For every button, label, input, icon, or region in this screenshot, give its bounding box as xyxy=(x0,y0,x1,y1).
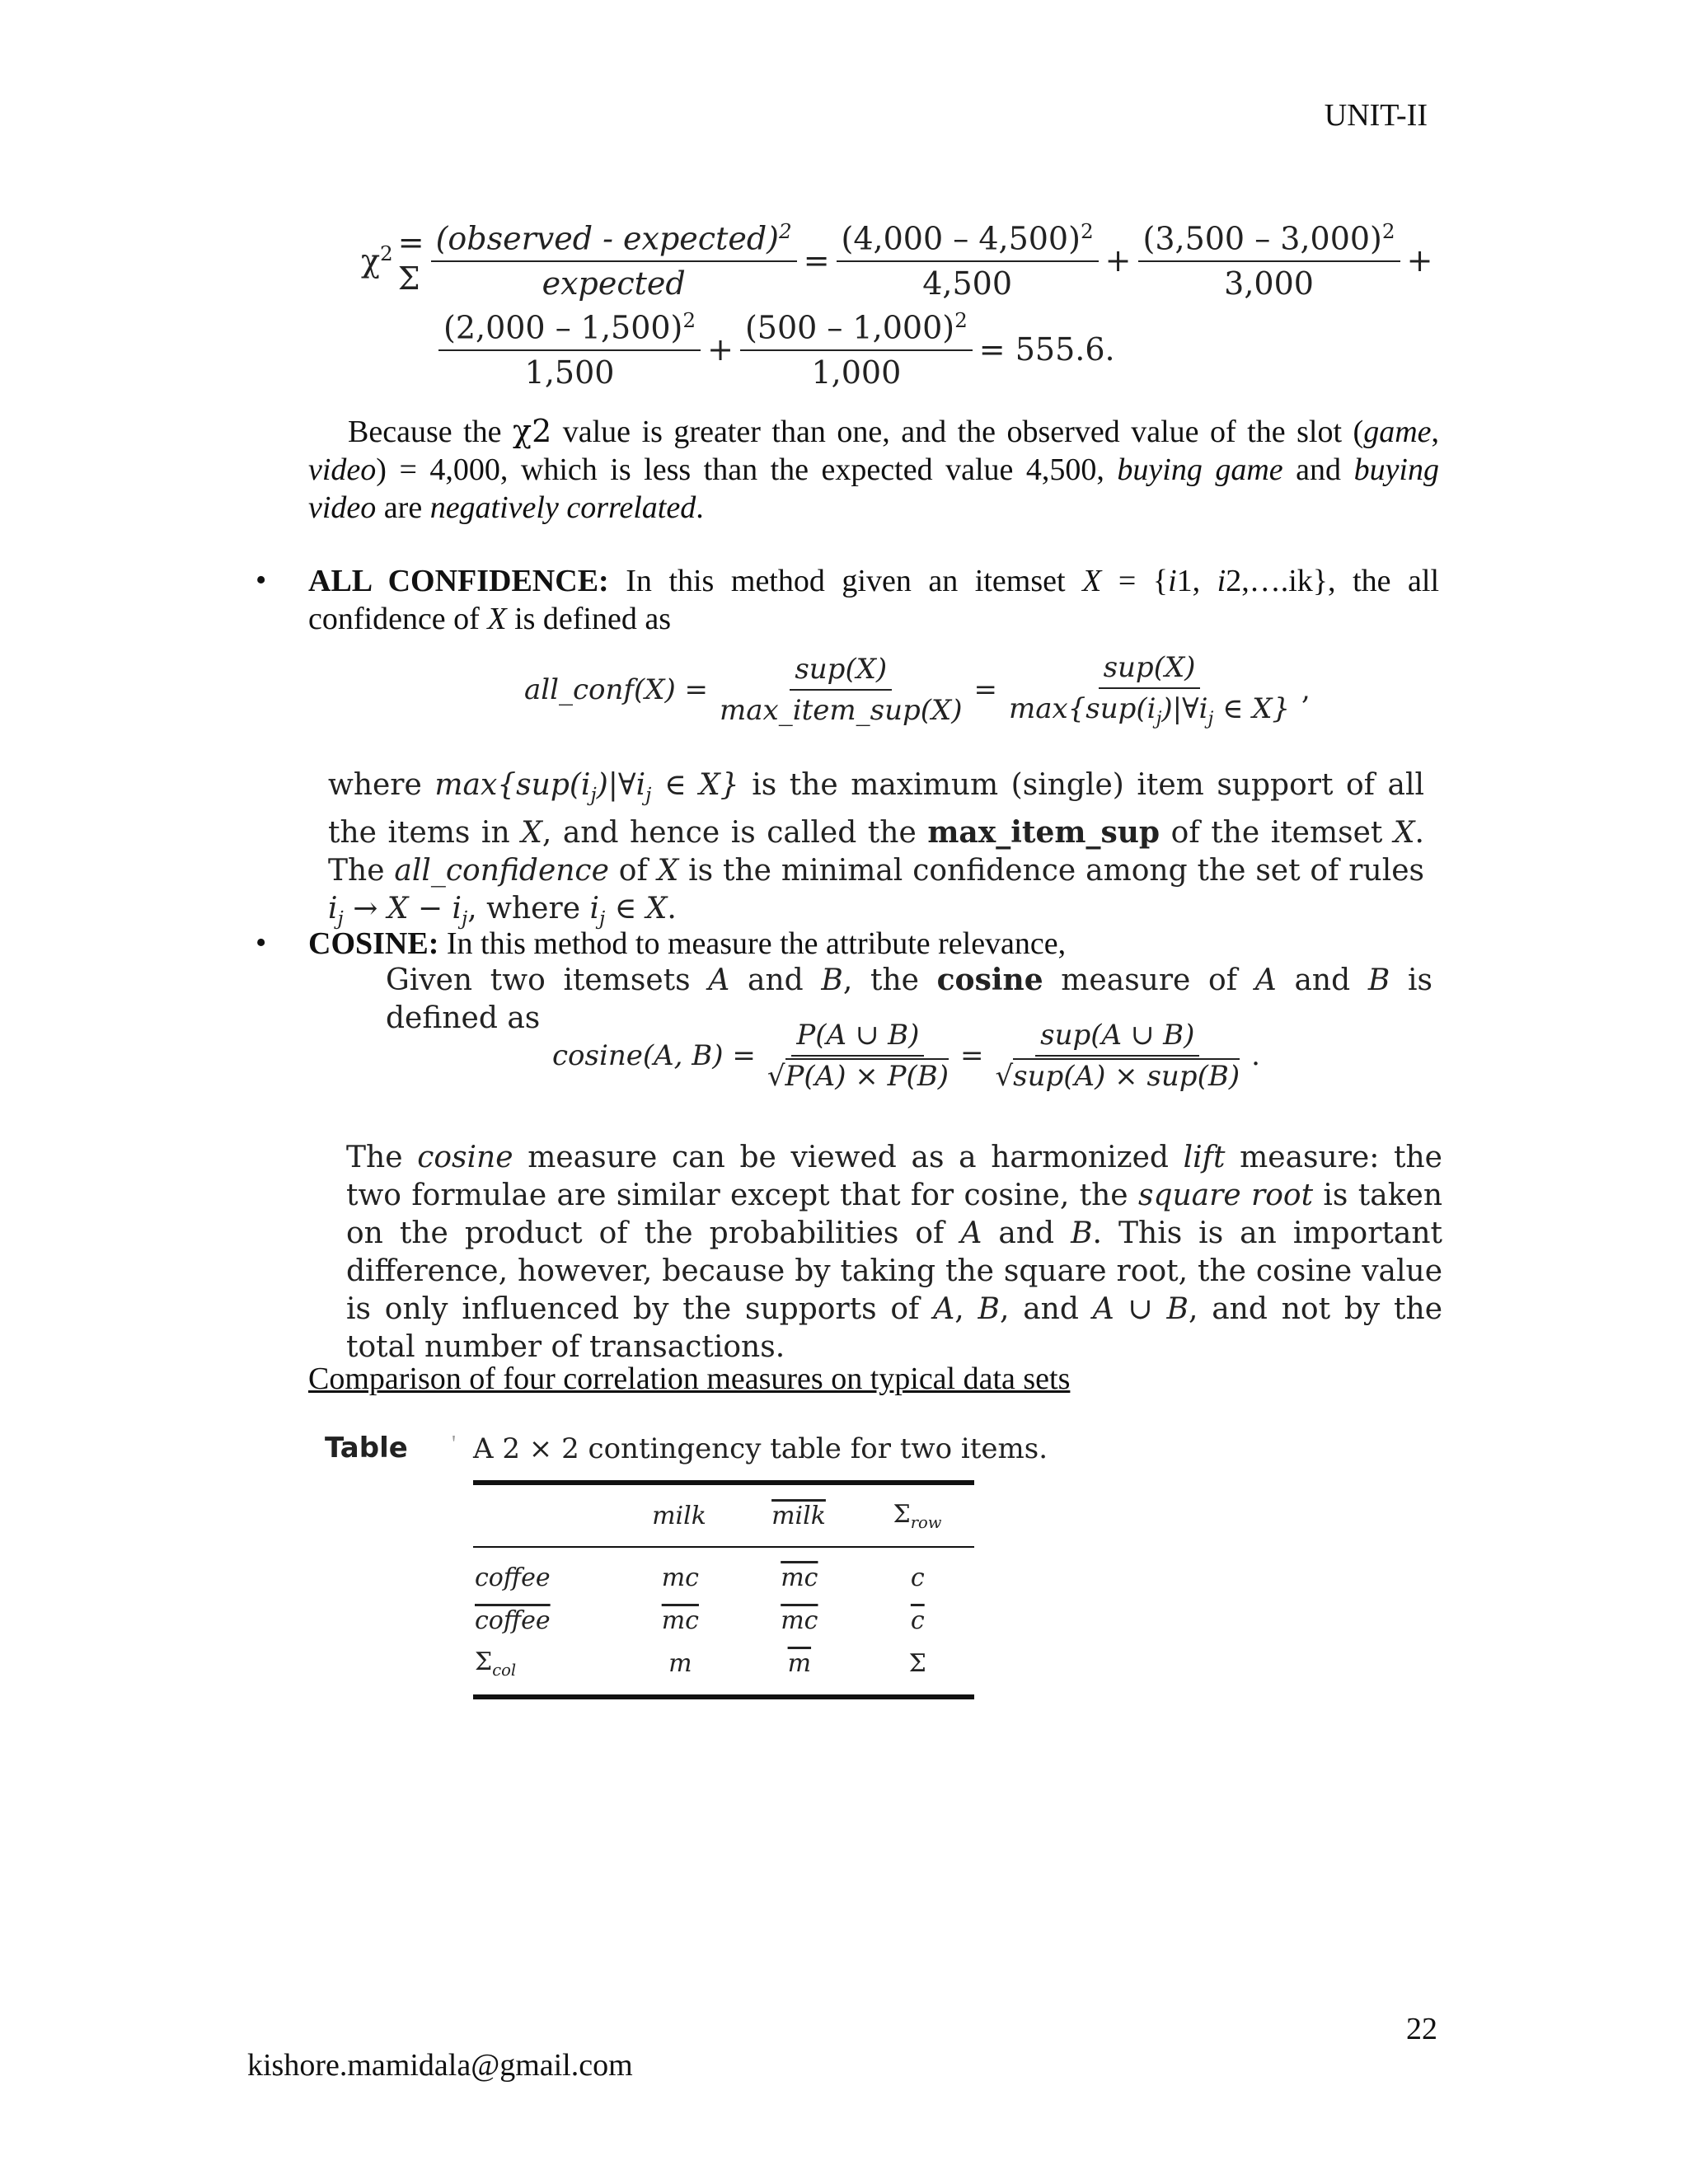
table-header-row xyxy=(473,1485,974,1546)
chi-equals-sigma: = Σ xyxy=(397,224,424,297)
chi-lhs: $\chi^2$ xyxy=(361,241,393,279)
page-header: UNIT-II xyxy=(1324,98,1428,133)
chi-term0: $\frac{(observed - expected)^2}{\text{expected}}$ xyxy=(431,219,797,302)
chi-term2: $\frac{(3,500 - 3,000)^2}{3,000}$ xyxy=(1138,219,1400,302)
chi-term1: $\frac{(4,000 - 4,500)^2}{4,500}$ xyxy=(837,219,1099,302)
cosine-given: Given two itemsets A and B, the cosine measure of A and B is defined as xyxy=(386,963,1432,1035)
footer-email: kishore.mamidala@gmail.com xyxy=(247,2048,633,2083)
table-row: $\Sigma_{col}$ m $\overline{m}$ Σ xyxy=(475,1647,926,1680)
all-confidence-intro: ALL CONFIDENCE: In this method given an itemset X = {i1, i2,….ik}, the all confidence of X is defined as xyxy=(308,564,1440,636)
cosine-explanation: The cosine measure can be viewed as a harmonized lift measure: the two formulae are similar except that for cosine, the square root is taken on the product of the probabilities of A and B. This is an important difference, however, because by taking the square root, the cosine value is only influenced by the supports of A, B, and A ∪ B, and not by the total number of transactions. xyxy=(346,1141,1443,1364)
chi-explanation-paragraph: Because the χ2 value is greater than one, and the observed value of the slot (game, video) = 4,000, which is less than the expected value 4,500, buying game and buying video are negatively correlated. xyxy=(308,413,1439,525)
table-row: coffee mc $\overline{mc}$ c xyxy=(475,1563,925,1592)
chi-square-equation: $\chi^2$ = Σ $\frac{(observed - expected)^2}{\text{expected}}$ = $\frac{(4,000 - 4,500)^2}{4,500}$ + $\frac{(3,500 - 3,000)^2}{3,000}$ + $\frac{(2,000 - 1,500)^2}{1,500}$ + $\frac{(500 - 1,000)^2}{1,000}$ = 555.6. xyxy=(361,219,1433,391)
cosine-intro: COSINE: In this method to measure the attribute relevance, xyxy=(308,926,1067,961)
chi-term4: $\frac{(500 - 1,000)^2}{1,000}$ xyxy=(740,308,973,391)
comparison-title: Comparison of four correlation measures on typical data sets xyxy=(308,1361,1071,1396)
table-row: coffee $\overline{mc}$ $\overline{mc}$ $\overline{c}$ xyxy=(475,1605,925,1635)
header-milk: milk xyxy=(652,1501,706,1530)
header-sigma-row: $\Sigma_{row}$ xyxy=(893,1499,942,1532)
chi-result: = 555.6. xyxy=(978,331,1115,368)
chi-term3: $\frac{(2,000 - 1,500)^2}{1,500}$ xyxy=(438,308,701,391)
table-tick: ' xyxy=(452,1432,457,1457)
cosine-formula: cosine(A, B) = $\frac{P(A \cup B)}{√P(A) \times P(B)}$ = $\frac{\text{sup(A ∪ B)}}{\text{√sup(A) × sup(B)}}$ . xyxy=(552,1019,1260,1093)
cosine-bullet: • xyxy=(256,926,267,960)
contingency-table xyxy=(473,1480,974,1699)
all-confidence-formula: all_conf(X) = $\frac{\text{sup(X)}}{\text{max\_item\_sup(X)}}$ = $\frac{\text{sup(X)}}{\max\{sup(i_j)|\forall i_j \in X\}}$ , xyxy=(524,651,1311,729)
all-confidence-bullet: • xyxy=(256,563,267,598)
table-caption: A 2 × 2 contingency table for two items. xyxy=(473,1432,1048,1465)
header-milk-bar: milk xyxy=(771,1501,826,1530)
all-confidence-explanation: where $\max\{sup(i_j)|\forall i_j$ ∈ X} is the maximum (single) item support of all the items in X, and hence is called the max_item_sup of the itemset X. The all_confidence of X is the minimal confidence among the set of rules $i_j \to X - i_j$, where $i_j$ ∈ X. xyxy=(328,768,1424,930)
table-label: Table xyxy=(325,1432,408,1465)
page-number: 22 xyxy=(1406,2012,1437,2046)
